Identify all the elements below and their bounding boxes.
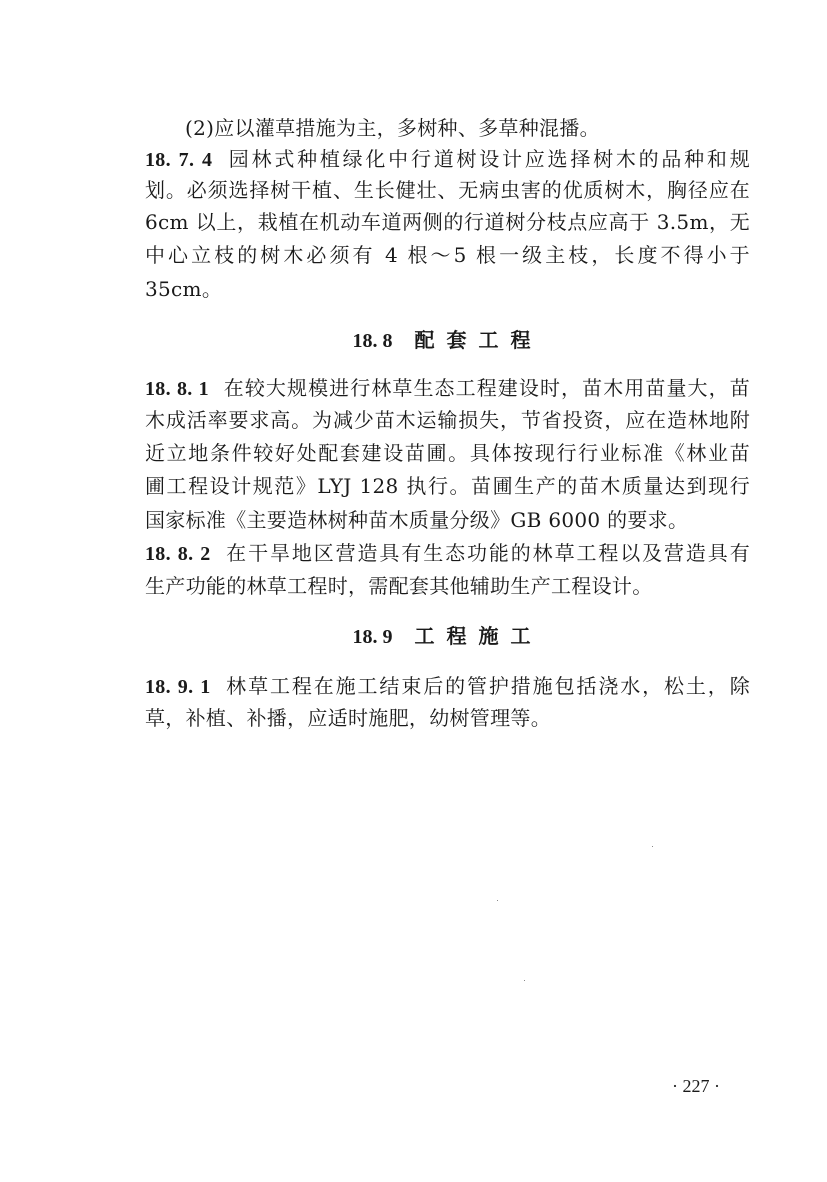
section-title: 工程施工 (414, 624, 543, 648)
paragraph-line: 国家标准《主要造林树种苗木质量分级》GB 6000 的要求。 (145, 508, 689, 532)
scan-speck (497, 900, 498, 901)
paragraph-line: 生产功能的林草工程时，需配套其他辅助生产工程设计。 (145, 574, 653, 598)
clause-18-8-1 (145, 373, 750, 404)
page-number: · 227 · (672, 1076, 720, 1096)
paragraph-line: 木成活率要求高。为减少苗木运输损失，节省投资，应在造林地附 (145, 408, 750, 432)
paragraph-line: 中心立枝的树木必须有 4 根～5 根一级主枝，长度不得小于 (145, 243, 750, 267)
clause-18-7-4 (145, 144, 750, 175)
section-heading-18-9 (145, 621, 750, 652)
clause-number: 18. 8. 2 (145, 543, 211, 565)
paragraph-line: 35cm。 (145, 277, 223, 301)
clause-18-8-2 (145, 538, 750, 569)
paragraph-line: 在较大规模进行林草生态工程建设时，苗木用苗量大，苗 (222, 376, 750, 400)
paragraph-line: 近立地条件较好处配套建设苗圃。具体按现行行业标准《林业苗 (145, 441, 750, 465)
scan-speck (652, 846, 653, 847)
paragraph-line: 林草工程在施工结束后的管护措施包括浇水，松土，除 (224, 674, 750, 698)
paragraph-line: 园林式种植绿化中行道树设计应选择树木的品种和规 (226, 147, 750, 171)
paragraph-line: (2)应以灌草措施为主，多树种、多草种混播。 (185, 116, 600, 140)
paragraph-line: 圃工程设计规范》LYJ 128 执行。苗圃生产的苗木质量达到现行 (145, 474, 750, 498)
paragraph-line: 在干旱地区营造具有生态功能的林草工程以及营造具有 (224, 541, 750, 565)
paragraph-line: 划。必须选择树干植、生长健壮、无病虫害的优质树木，胸径应在 (145, 178, 750, 202)
section-title: 配套工程 (414, 328, 543, 352)
section-number: 18. 9 (352, 626, 393, 648)
section-number: 18. 8 (352, 330, 393, 352)
clause-number: 18. 8. 1 (145, 378, 209, 400)
clause-18-9-1 (145, 671, 750, 702)
scan-speck (524, 980, 525, 981)
paragraph-line: 草，补植、补播，应适时施肥，幼树管理等。 (145, 706, 551, 730)
section-heading-18-8 (145, 325, 750, 356)
paragraph-line: 6cm 以上，栽植在机动车道两侧的行道树分枝点应高于 3.5m，无 (145, 210, 750, 234)
clause-number: 18. 9. 1 (145, 676, 211, 698)
clause-number: 18. 7. 4 (145, 149, 213, 171)
